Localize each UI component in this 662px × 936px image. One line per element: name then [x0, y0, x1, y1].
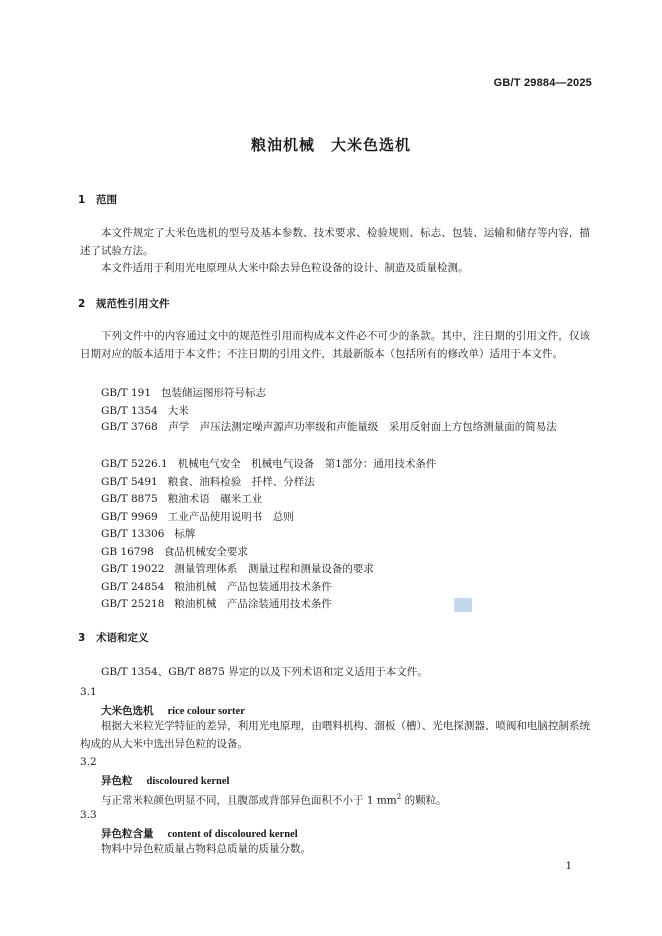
term-en: rice colour sorter: [167, 706, 245, 717]
reference-code: GB/T 191: [101, 387, 152, 399]
term-zh: 异色粒含量: [101, 828, 154, 840]
clause-number: 3.1: [80, 686, 97, 698]
reference-title: 粮油机械 产品涂装通用技术条件: [174, 598, 332, 610]
term-heading: [101, 773, 229, 788]
reference-code: GB/T 24854: [101, 581, 165, 593]
reference-item: [101, 385, 266, 400]
section-2-heading: [78, 296, 170, 311]
reference-item: [101, 474, 315, 489]
term-definition: 物料中异色粒质量占物料总质量的质量分数。: [101, 843, 311, 855]
scope-paragraph-1: 本文件规定了大米色选机的型号及基本参数、技术要求、检验规则、标志、包装、运输和储存等内容，描述了试验方法。: [80, 227, 590, 257]
term-definition-text: 与正常米粒颜色明显不同，且腹部或背部异色面积不小于 1 mm: [101, 794, 397, 807]
reference-title: 标牌: [174, 528, 196, 540]
reference-code: GB/T 5491: [101, 476, 158, 488]
reference-title: 粮食、油料检验 扦样、分样法: [167, 476, 315, 488]
reference-item: [101, 526, 195, 541]
reference-item: [80, 419, 590, 437]
page-number: 1: [565, 861, 572, 872]
reference-title: 包装储运图形符号标志: [161, 387, 267, 399]
reference-title: 食品机械安全要求: [163, 546, 248, 558]
reference-item: [101, 579, 332, 594]
watermark-stamp-icon: [454, 598, 472, 612]
term-en: content of discoloured kernel: [167, 829, 298, 840]
scope-paragraph-2: 本文件适用于利用光电原理从大米中除去异色粒设备的设计、制造及质量检测。: [101, 262, 469, 274]
section-3-title: 术语和定义: [96, 632, 149, 644]
reference-code: GB/T 8875: [101, 493, 158, 505]
reference-code: GB/T 13306: [101, 528, 165, 540]
term-heading: [101, 703, 245, 718]
reference-item: [101, 509, 294, 524]
section-2-title: 规范性引用文件: [96, 298, 170, 310]
references-intro: 下列文件中的内容通过文中的规范性引用而构成本文件必不可少的条款。其中，注日期的引用文件，仅该日期对应的版本适用于本文件；不注日期的引用文件，其最新版本（包括所有的修改单）适用于本文件。: [80, 330, 590, 360]
reference-item: [101, 544, 248, 559]
term-definition-text-end: 的颗粒。: [401, 794, 447, 807]
reference-item: [101, 596, 332, 611]
reference-item: [101, 403, 189, 418]
term-definition-superscript: 2: [396, 793, 402, 801]
term-heading: [101, 826, 298, 841]
clause-number: 3.3: [80, 809, 97, 821]
standard-code: GB/T 29884—2025: [493, 77, 592, 89]
reference-item: [101, 456, 436, 471]
reference-title: 测量管理体系 测量过程和测量设备的要求: [174, 563, 374, 575]
section-1-title: 范围: [96, 194, 117, 206]
section-2-number: 2: [78, 298, 86, 310]
term-definition: 根据大米粒光学特征的差异，利用光电原理，由喂料机构、溜板（槽）、光电探测器、喷阀和电脑控制系统构成的从大米中选出异色粒的设备。: [80, 720, 590, 750]
reference-code: GB/T 25218: [101, 598, 165, 610]
reference-code: GB/T 19022: [101, 563, 165, 575]
term-en: discoloured kernel: [146, 776, 230, 787]
section-3-number: 3: [78, 632, 86, 644]
reference-code: GB/T 1354: [101, 405, 158, 417]
term-zh: 大米色选机: [101, 705, 154, 717]
reference-title: 工业产品使用说明书 总则: [167, 511, 294, 523]
reference-title: 声学 声压法测定噪声源声功率级和声能量级 采用反射面上方包络测量面的简易法: [168, 421, 557, 433]
reference-item: [101, 561, 374, 576]
terms-intro: GB/T 1354、GB/T 8875 界定的以及下列术语和定义适用于本文件。: [101, 666, 428, 678]
section-3-heading: [78, 630, 149, 645]
reference-title: 机械电气安全 机械电气设备 第1部分：通用技术条件: [177, 458, 437, 470]
reference-item: [101, 491, 262, 506]
reference-title: 大米: [167, 405, 189, 417]
term-definition: [80, 789, 590, 810]
reference-code: GB/T 5226.1: [101, 458, 168, 470]
reference-title: 粮油机械 产品包装通用技术条件: [174, 581, 332, 593]
clause-number: 3.2: [80, 756, 97, 768]
section-1-heading: [78, 192, 117, 207]
reference-code: GB/T 3768: [101, 421, 158, 433]
reference-title: 粮油术语 碾米工业: [167, 493, 263, 505]
document-title: 粮油机械 大米色选机: [250, 136, 411, 154]
term-zh: 异色粒: [101, 775, 133, 787]
reference-code: GB 16798: [101, 546, 154, 558]
section-1-number: 1: [78, 194, 86, 206]
reference-code: GB/T 9969: [101, 511, 158, 523]
